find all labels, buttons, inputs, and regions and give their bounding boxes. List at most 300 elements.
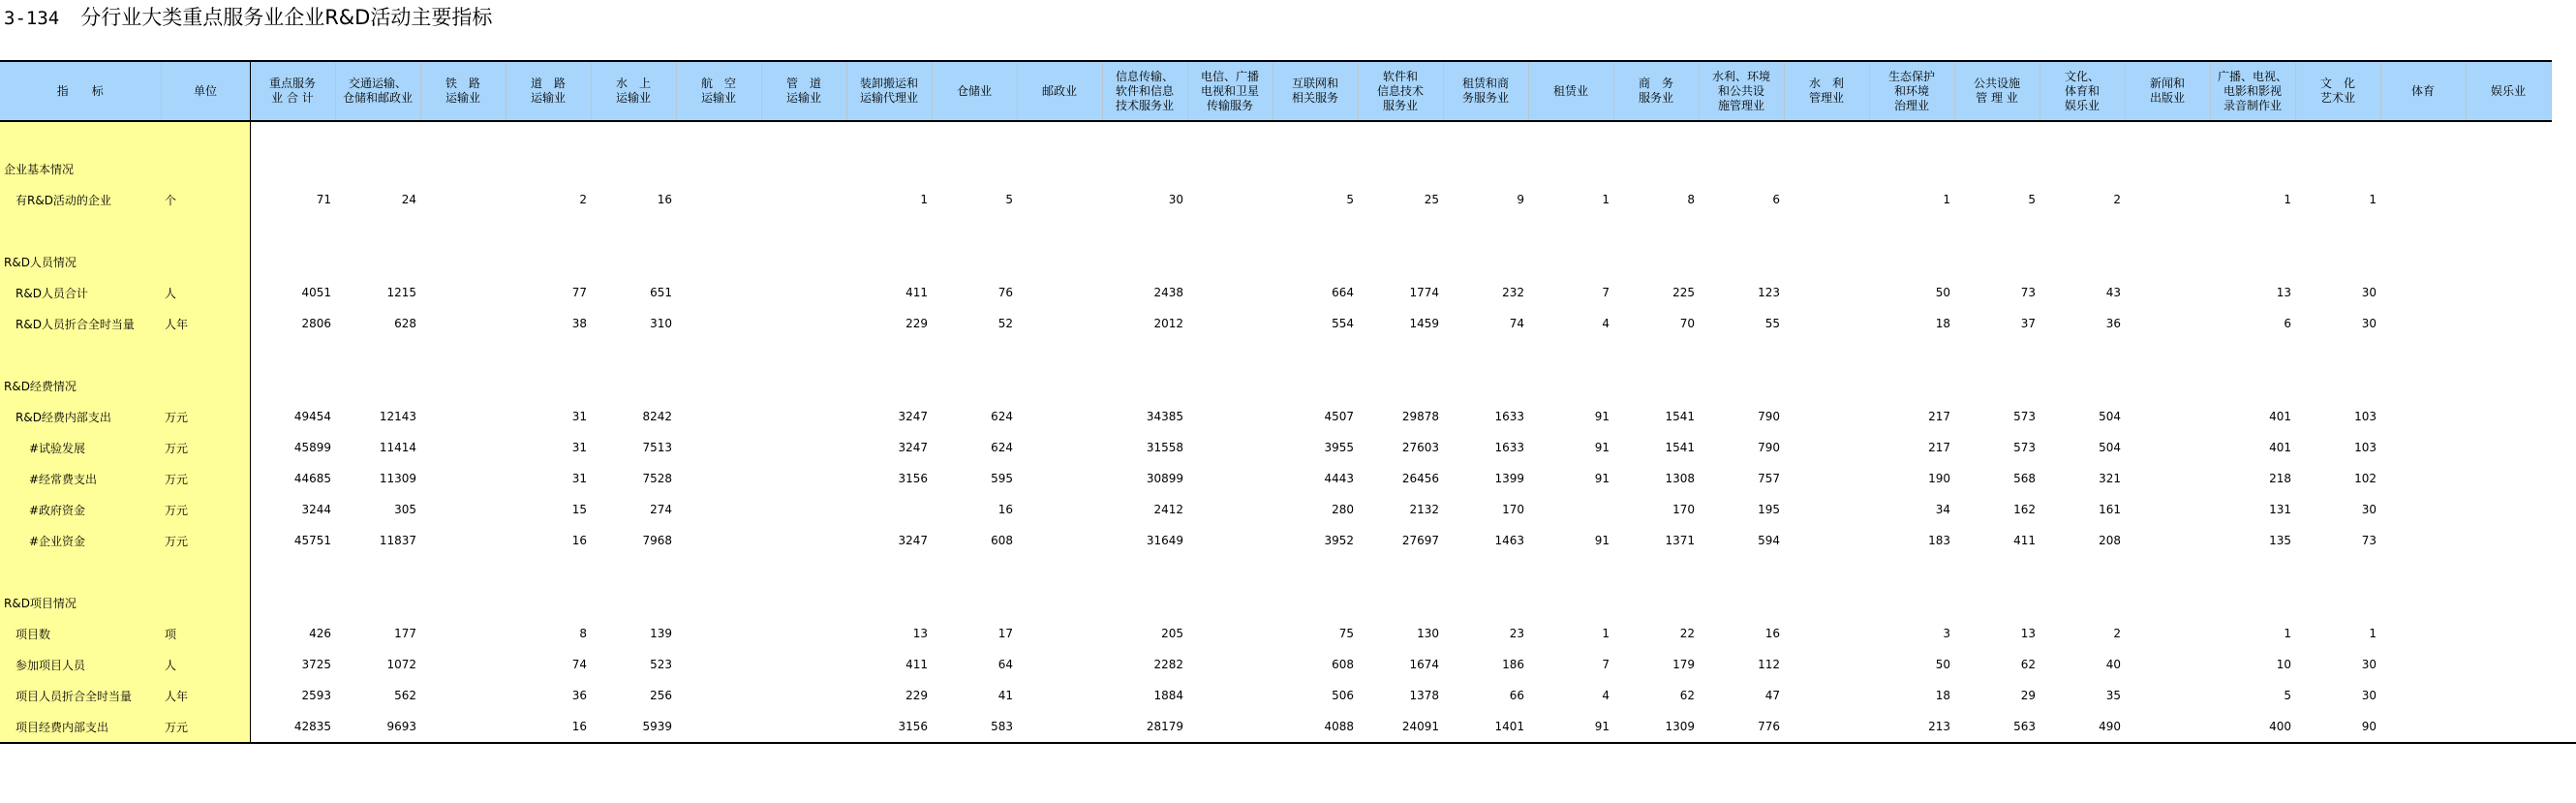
table-cell [335,246,420,277]
table-cell [1784,277,1869,308]
table-cell [846,153,932,184]
table-cell: 30 [2361,317,2377,330]
table-row [0,121,2576,153]
table-cell [1358,121,1443,153]
table-cell: 16 [571,534,587,547]
table-cell [1528,494,1613,525]
table-row [0,339,2576,370]
table-cell [2551,153,2576,184]
table-cell [1102,339,1187,370]
table-cell: 411 [2013,534,2036,547]
table-cell [2210,587,2295,618]
table-cell: 8 [579,627,587,640]
table-cell: 7 [1602,658,1610,671]
table-cell: 37 [2020,317,2036,330]
table-cell: 4443 [1324,472,1354,485]
table-cell: 7513 [642,441,672,454]
table-cell [761,370,846,401]
table-cell: 3247 [898,534,928,547]
table-cell: 3725 [301,658,331,671]
table-cell: 3156 [898,472,928,485]
row-label: R&D人员合计 [0,277,161,308]
table-cell [2466,153,2551,184]
column-header: 铁 路 运输业 [420,61,506,121]
table-cell [2125,277,2210,308]
table-cell: 624 [991,410,1013,423]
column-header: 装卸搬运和 运输代理业 [846,61,932,121]
table-cell [1017,494,1102,525]
table-cell [1613,215,1699,246]
table-cell: 170 [1502,503,1524,516]
table-cell: 45751 [293,534,331,547]
table-cell [676,618,761,649]
table-cell [1528,215,1613,246]
table-cell: 50 [1935,658,1950,671]
table-cell [420,401,506,432]
table-cell [250,587,335,618]
table-cell [506,370,591,401]
table-cell: 7528 [642,472,672,485]
table-cell: 44685 [293,472,331,485]
table-cell [761,277,846,308]
table-cell [2125,680,2210,711]
row-unit [161,215,250,246]
table-cell [761,556,846,587]
table-cell [2125,711,2210,743]
table-cell [1358,587,1443,618]
row-label: 企业基本情况 [0,153,161,184]
table-cell [1102,121,1187,153]
table-cell [1273,556,1358,587]
table-cell: 170 [1672,503,1695,516]
column-header: 道 路 运输业 [506,61,591,121]
table-cell [2551,525,2576,556]
table-cell: 401 [2269,410,2291,423]
column-header: 娱乐业 [2466,61,2551,121]
table-cell [761,525,846,556]
table-cell [2466,401,2551,432]
table-number: 3-134 [4,8,60,29]
table-cell: 9 [1517,193,1524,206]
table-cell [1273,153,1358,184]
table-cell: 23 [1509,627,1524,640]
table-cell [1102,153,1187,184]
table-cell: 628 [394,317,416,330]
column-header: 水 上 运输业 [591,61,676,121]
row-unit: 人年 [161,680,250,711]
table-cell [1784,680,1869,711]
table-cell [1784,153,1869,184]
table-cell: 190 [1928,472,1950,485]
table-cell: 1 [1602,193,1610,206]
table-cell [506,556,591,587]
table-cell [1187,618,1273,649]
table-cell [2125,308,2210,339]
table-cell [2466,525,2551,556]
table-cell [676,432,761,463]
table-cell: 504 [2099,441,2121,454]
table-caption: 分行业大类重点服务业企业R&D活动主要指标 [80,6,493,29]
table-cell [1017,246,1102,277]
table-cell: 1 [2369,627,2377,640]
table-cell [2380,618,2466,649]
table-cell [1017,339,1102,370]
table-cell: 608 [991,534,1013,547]
table-cell: 583 [932,711,1017,743]
table-cell [420,711,506,743]
table-cell [1954,556,2039,587]
table-cell [2466,711,2551,743]
table-cell: 47 [1764,689,1780,702]
table-cell [506,339,591,370]
table-cell [932,121,1017,153]
table-cell: 3247 [898,410,928,423]
table-cell: 568 [2013,472,2036,485]
table-cell [676,556,761,587]
table-cell [2295,215,2380,246]
table-cell [2551,618,2576,649]
table-cell: 5 [1346,193,1354,206]
table-cell: 504 [2099,410,2121,423]
table-cell [1187,463,1273,494]
table-cell: 595 [991,472,1013,485]
table-cell [2210,370,2295,401]
row-label [0,215,161,246]
table-cell: 13 [912,627,928,640]
table-cell [1699,556,1784,587]
table-cell [846,246,932,277]
table-cell: 1 [2369,193,2377,206]
table-cell: 1884 [1153,689,1183,702]
table-cell: 205 [1161,627,1183,640]
table-cell: 3952 [1324,534,1354,547]
table-cell [1699,339,1784,370]
table-cell [1187,494,1273,525]
table-cell [1613,587,1699,618]
row-label [0,121,161,153]
table-cell: 1541 [1665,441,1695,454]
table-cell: 70 [1679,317,1695,330]
table-row [0,246,2576,277]
row-unit [161,587,250,618]
table-cell [2380,680,2466,711]
table-cell [2466,370,2551,401]
table-cell [2551,556,2576,587]
table-cell: 10 [2276,658,2291,671]
table-cell: 4051 [301,286,331,299]
table-cell [335,339,420,370]
table-row [0,618,2576,649]
table-cell [1017,184,1102,215]
table-cell: 12143 [379,410,416,423]
table-cell: 30 [2361,286,2377,299]
table-cell [676,587,761,618]
table-cell [676,401,761,432]
table-cell [2125,525,2210,556]
table-cell: 90 [2295,711,2380,743]
column-header: 仓储业 [932,61,1017,121]
table-cell: 162 [2013,503,2036,516]
table-cell: 1459 [1409,317,1439,330]
table-cell [2125,121,2210,153]
table-cell: 5939 [591,711,676,743]
table-cell [1528,587,1613,618]
table-cell: 1401 [1443,711,1528,743]
table-cell [1613,246,1699,277]
table-cell: 1 [2284,627,2291,640]
table-cell [335,370,420,401]
table-cell [2466,339,2551,370]
table-cell [506,153,591,184]
table-cell [761,401,846,432]
table-cell [2466,463,2551,494]
table-cell [1954,121,2039,153]
table-cell [2380,556,2466,587]
row-label: R&D人员折合全时当量 [0,308,161,339]
table-cell [1017,277,1102,308]
table-cell [2380,215,2466,246]
table-cell [335,121,420,153]
table-cell [1102,246,1187,277]
table-cell [1358,339,1443,370]
table-cell: 2132 [1409,503,1439,516]
table-cell [2210,556,2295,587]
table-cell [2380,370,2466,401]
table-cell [591,215,676,246]
table-cell [1699,121,1784,153]
table-cell [1613,556,1699,587]
table-cell: 74 [1509,317,1524,330]
table-cell: 8242 [642,410,672,423]
column-header: 公共设施 管 理 业 [1954,61,2039,121]
table-cell [1017,525,1102,556]
table-row [0,463,2576,494]
table-cell [1869,121,1954,153]
table-cell [676,308,761,339]
table-cell [676,649,761,680]
table-cell: 8 [1687,193,1695,206]
row-unit: 万元 [161,525,250,556]
table-cell [1528,246,1613,277]
table-cell: 30 [2361,503,2377,516]
table-cell [1869,370,1954,401]
table-cell [2295,121,2380,153]
table-cell [2210,215,2295,246]
table-row [0,525,2576,556]
table-cell [2125,618,2210,649]
table-cell: 4088 [1273,711,1358,743]
table-cell: 1371 [1665,534,1695,547]
table-cell: 34385 [1146,410,1183,423]
table-cell: 624 [991,441,1013,454]
table-cell [2466,494,2551,525]
column-header: 管 道 运输业 [761,61,846,121]
table-cell [1784,370,1869,401]
table-cell [2551,246,2576,277]
table-cell [1784,649,1869,680]
table-cell [2551,649,2576,680]
column-header: 交通运输、 仓储和邮政业 [335,61,420,121]
table-cell [2551,277,2576,308]
table-cell [420,121,506,153]
table-cell [2380,184,2466,215]
table-cell [761,680,846,711]
table-cell: 217 [1928,410,1950,423]
table-cell [1699,153,1784,184]
table-cell [1102,556,1187,587]
table-cell: 664 [1332,286,1354,299]
table-cell: 594 [1758,534,1780,547]
table-cell: 1215 [386,286,416,299]
table-cell [250,215,335,246]
table-cell [1017,649,1102,680]
table-cell [2466,246,2551,277]
table-cell [1528,121,1613,153]
table-cell: 77 [571,286,587,299]
row-unit [161,121,250,153]
table-cell [761,494,846,525]
table-cell: 5 [1005,193,1013,206]
table-cell [2295,556,2380,587]
table-cell [1017,121,1102,153]
table-cell [846,121,932,153]
table-cell: 30899 [1146,472,1183,485]
table-cell [1017,432,1102,463]
table-cell: 6 [2284,317,2291,330]
table-cell: 757 [1758,472,1780,485]
table-cell [846,587,932,618]
table-cell [1784,246,1869,277]
table-cell [676,215,761,246]
table-cell: 1308 [1665,472,1695,485]
table-cell: 776 [1699,711,1784,743]
table-cell [1784,308,1869,339]
column-header: 新闻和 出版业 [2125,61,2210,121]
table-cell [2551,401,2576,432]
table-cell: 1378 [1409,689,1439,702]
table-cell: 34 [1935,503,1950,516]
table-cell: 41 [997,689,1013,702]
column-header: 软件和 信息技术 服务业 [1358,61,1443,121]
table-cell [2125,401,2210,432]
table-row [0,277,2576,308]
table-cell: 16 [1764,627,1780,640]
table-cell: 130 [1417,627,1439,640]
table-cell [1187,432,1273,463]
table-cell [2125,246,2210,277]
table-cell [1784,463,1869,494]
table-cell [420,618,506,649]
table-cell: 2438 [1153,286,1183,299]
table-cell [1017,618,1102,649]
table-cell [420,463,506,494]
table-cell [2380,121,2466,153]
table-cell [761,121,846,153]
table-cell [761,184,846,215]
table-cell: 28179 [1102,711,1187,743]
header-row [0,61,2576,121]
table-cell: 310 [650,317,672,330]
table-cell: 36 [2105,317,2121,330]
table-cell: 91 [1528,711,1613,743]
table-cell: 91 [1594,410,1610,423]
table-cell: 66 [1509,689,1524,702]
table-cell [676,494,761,525]
table-row [0,184,2576,215]
row-unit: 万元 [161,711,250,743]
table-cell: 29878 [1401,410,1439,423]
table-cell [1187,587,1273,618]
table-cell [2125,339,2210,370]
table-cell [846,494,932,525]
table-cell [1187,401,1273,432]
table-cell: 563 [1954,711,2039,743]
table-cell [2039,246,2125,277]
table-cell [1273,246,1358,277]
table-body [0,121,2576,743]
table-cell: 7968 [642,534,672,547]
table-cell [1869,339,1954,370]
table-cell [1017,587,1102,618]
table-cell: 3156 [846,711,932,743]
column-header: 文化、 体育和 娱乐业 [2039,61,2125,121]
table-cell: 426 [309,627,331,640]
table-cell [2380,711,2466,743]
column-header: 商 务 服务业 [1613,61,1699,121]
table-cell: 31 [571,410,587,423]
table-cell [2551,711,2576,743]
table-cell: 305 [394,503,416,516]
table-cell [420,277,506,308]
table-cell [1187,680,1273,711]
table-cell [676,711,761,743]
table-cell [591,121,676,153]
table-cell [1528,370,1613,401]
table-cell [2466,587,2551,618]
table-cell [2380,432,2466,463]
table-cell: 1072 [386,658,416,671]
table-cell: 31 [571,441,587,454]
table-cell [1954,215,2039,246]
row-label: 项目数 [0,618,161,649]
row-unit [161,246,250,277]
table-cell [2125,215,2210,246]
table-cell [1443,215,1528,246]
table-cell: 608 [1332,658,1354,671]
table-cell: 183 [1928,534,1950,547]
table-cell [335,556,420,587]
table-cell [2466,556,2551,587]
table-cell [761,432,846,463]
table-cell: 76 [997,286,1013,299]
table-cell [2380,463,2466,494]
table-cell [1784,401,1869,432]
table-cell: 195 [1758,503,1780,516]
column-header: 航 空 运输业 [676,61,761,121]
table-cell [1017,680,1102,711]
table-cell [2551,680,2576,711]
table-cell [1954,370,2039,401]
table-cell: 25 [1424,193,1439,206]
row-label: #企业资金 [0,525,161,556]
table-cell: 790 [1758,441,1780,454]
table-cell [932,215,1017,246]
table-cell: 40 [2105,658,2121,671]
table-cell: 74 [571,658,587,671]
table-cell: 36 [571,689,587,702]
table-cell [1784,184,1869,215]
table-cell [591,246,676,277]
